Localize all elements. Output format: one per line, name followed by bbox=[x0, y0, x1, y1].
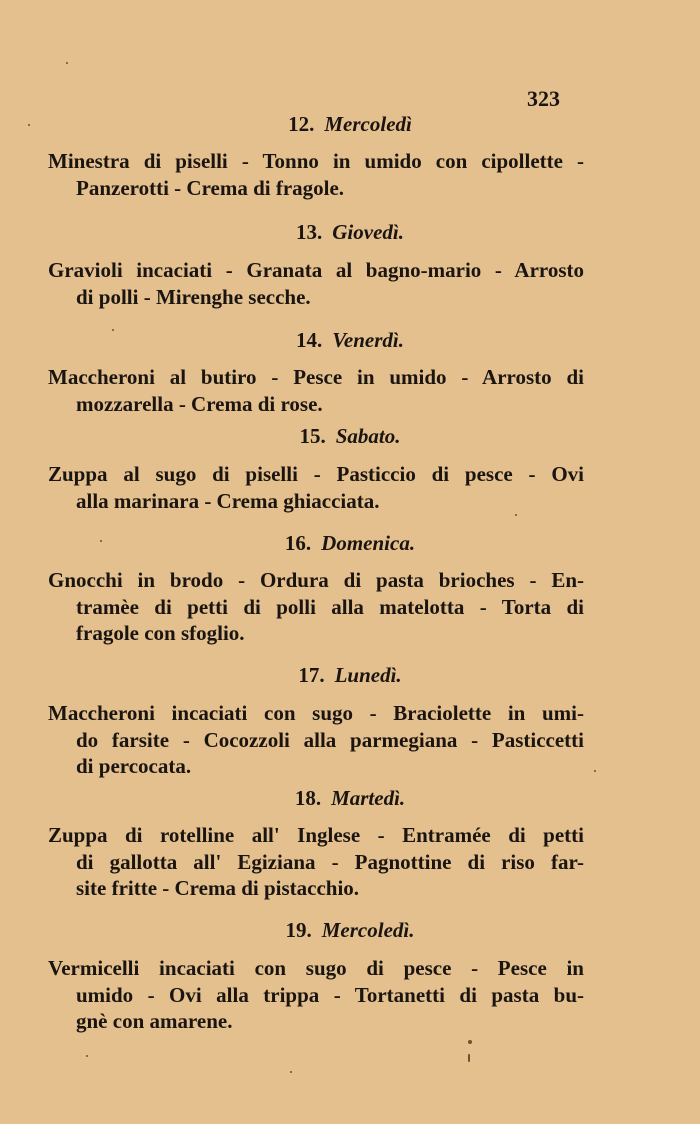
menu-line: Maccheroni incaciati con sugo - Braciolette in umi- bbox=[48, 701, 584, 725]
menu-line: di gallotta all' Egiziana - Pagnottine di riso far- bbox=[76, 849, 584, 874]
paper-speck bbox=[86, 1055, 88, 1057]
paper-speck bbox=[66, 62, 68, 64]
day-heading bbox=[0, 326, 700, 354]
day-name: Venerdì. bbox=[332, 328, 404, 352]
menu-line: Gravioli incaciati - Granata al bagno-mario - Arrosto bbox=[48, 258, 584, 282]
menu-entry bbox=[48, 567, 584, 647]
day-heading bbox=[0, 916, 700, 944]
paper-speck bbox=[112, 329, 114, 331]
day-number: 12. bbox=[288, 112, 315, 136]
paper-speck bbox=[468, 1054, 470, 1062]
day-number: 14. bbox=[295, 328, 323, 352]
menu-line: gnè con amarene. bbox=[76, 1009, 233, 1033]
day-heading bbox=[0, 218, 700, 246]
paper-speck bbox=[594, 770, 596, 772]
menu-line: Gnocchi in brodo - Ordura di pasta brioches - En- bbox=[48, 568, 584, 592]
day-number: 15. bbox=[299, 424, 326, 448]
day-name: Mercoledì. bbox=[321, 918, 415, 942]
menu-line: alla marinara - Crema ghiacciata. bbox=[76, 488, 380, 513]
paper-speck bbox=[100, 540, 102, 542]
menu-entry bbox=[48, 364, 584, 417]
day-name: Martedì. bbox=[331, 786, 406, 810]
day-name: Lunedì. bbox=[334, 663, 402, 687]
day-name: Sabato. bbox=[335, 424, 401, 448]
day-number: 13. bbox=[296, 220, 323, 244]
menu-line: Zuppa al sugo di piselli - Pasticcio di pesce - Ovi bbox=[48, 462, 584, 486]
menu-line: di percocata. bbox=[76, 754, 192, 778]
menu-line: Vermicelli incaciati con sugo di pesce - Pesce in bbox=[48, 956, 584, 980]
day-heading bbox=[0, 422, 700, 450]
menu-line: fragole con sfoglio. bbox=[76, 621, 245, 645]
paper-speck bbox=[468, 1040, 472, 1044]
day-name: Giovedì. bbox=[332, 220, 404, 244]
paper-speck bbox=[290, 1071, 292, 1073]
day-number: 17. bbox=[298, 663, 325, 687]
menu-line: mozzarella - Crema di rose. bbox=[76, 391, 323, 416]
menu-line: di polli - Mirenghe secche. bbox=[76, 284, 311, 309]
menu-entry bbox=[48, 148, 584, 201]
day-heading bbox=[0, 661, 700, 689]
menu-line: tramèe di petti di polli alla matelotta - Torta di bbox=[76, 594, 584, 619]
menu-entry bbox=[48, 822, 584, 902]
menu-line: Maccheroni al butiro - Pesce in umido - Arrosto di bbox=[48, 365, 584, 389]
day-heading bbox=[0, 529, 700, 557]
menu-line: Zuppa di rotelline all' Inglese - Entramée di petti bbox=[48, 823, 584, 847]
menu-entry bbox=[48, 257, 584, 310]
paper-speck bbox=[515, 514, 517, 516]
day-number: 18. bbox=[294, 786, 322, 810]
menu-line: site fritte - Crema di pistacchio. bbox=[76, 876, 360, 900]
menu-entry bbox=[48, 461, 584, 514]
day-name: Domenica. bbox=[321, 531, 416, 555]
page-number: 323 bbox=[527, 86, 560, 111]
menu-entry bbox=[48, 700, 584, 780]
day-number: 16. bbox=[284, 531, 312, 555]
day-name: Mercoledì bbox=[324, 112, 412, 136]
menu-line: Minestra di piselli - Tonno in umido con cipollette - bbox=[48, 149, 584, 173]
menu-line: umido - Ovi alla trippa - Tortanetti di pasta bu- bbox=[76, 982, 584, 1007]
menu-line: do farsite - Cocozzoli alla parmegiana - Pasticcetti bbox=[76, 727, 584, 752]
day-heading bbox=[0, 784, 700, 812]
menu-line: Panzerotti - Crema di fragole. bbox=[76, 175, 345, 200]
menu-entry bbox=[48, 955, 584, 1035]
day-number: 19. bbox=[285, 918, 312, 942]
day-heading bbox=[0, 110, 700, 138]
paper-speck bbox=[28, 124, 30, 126]
